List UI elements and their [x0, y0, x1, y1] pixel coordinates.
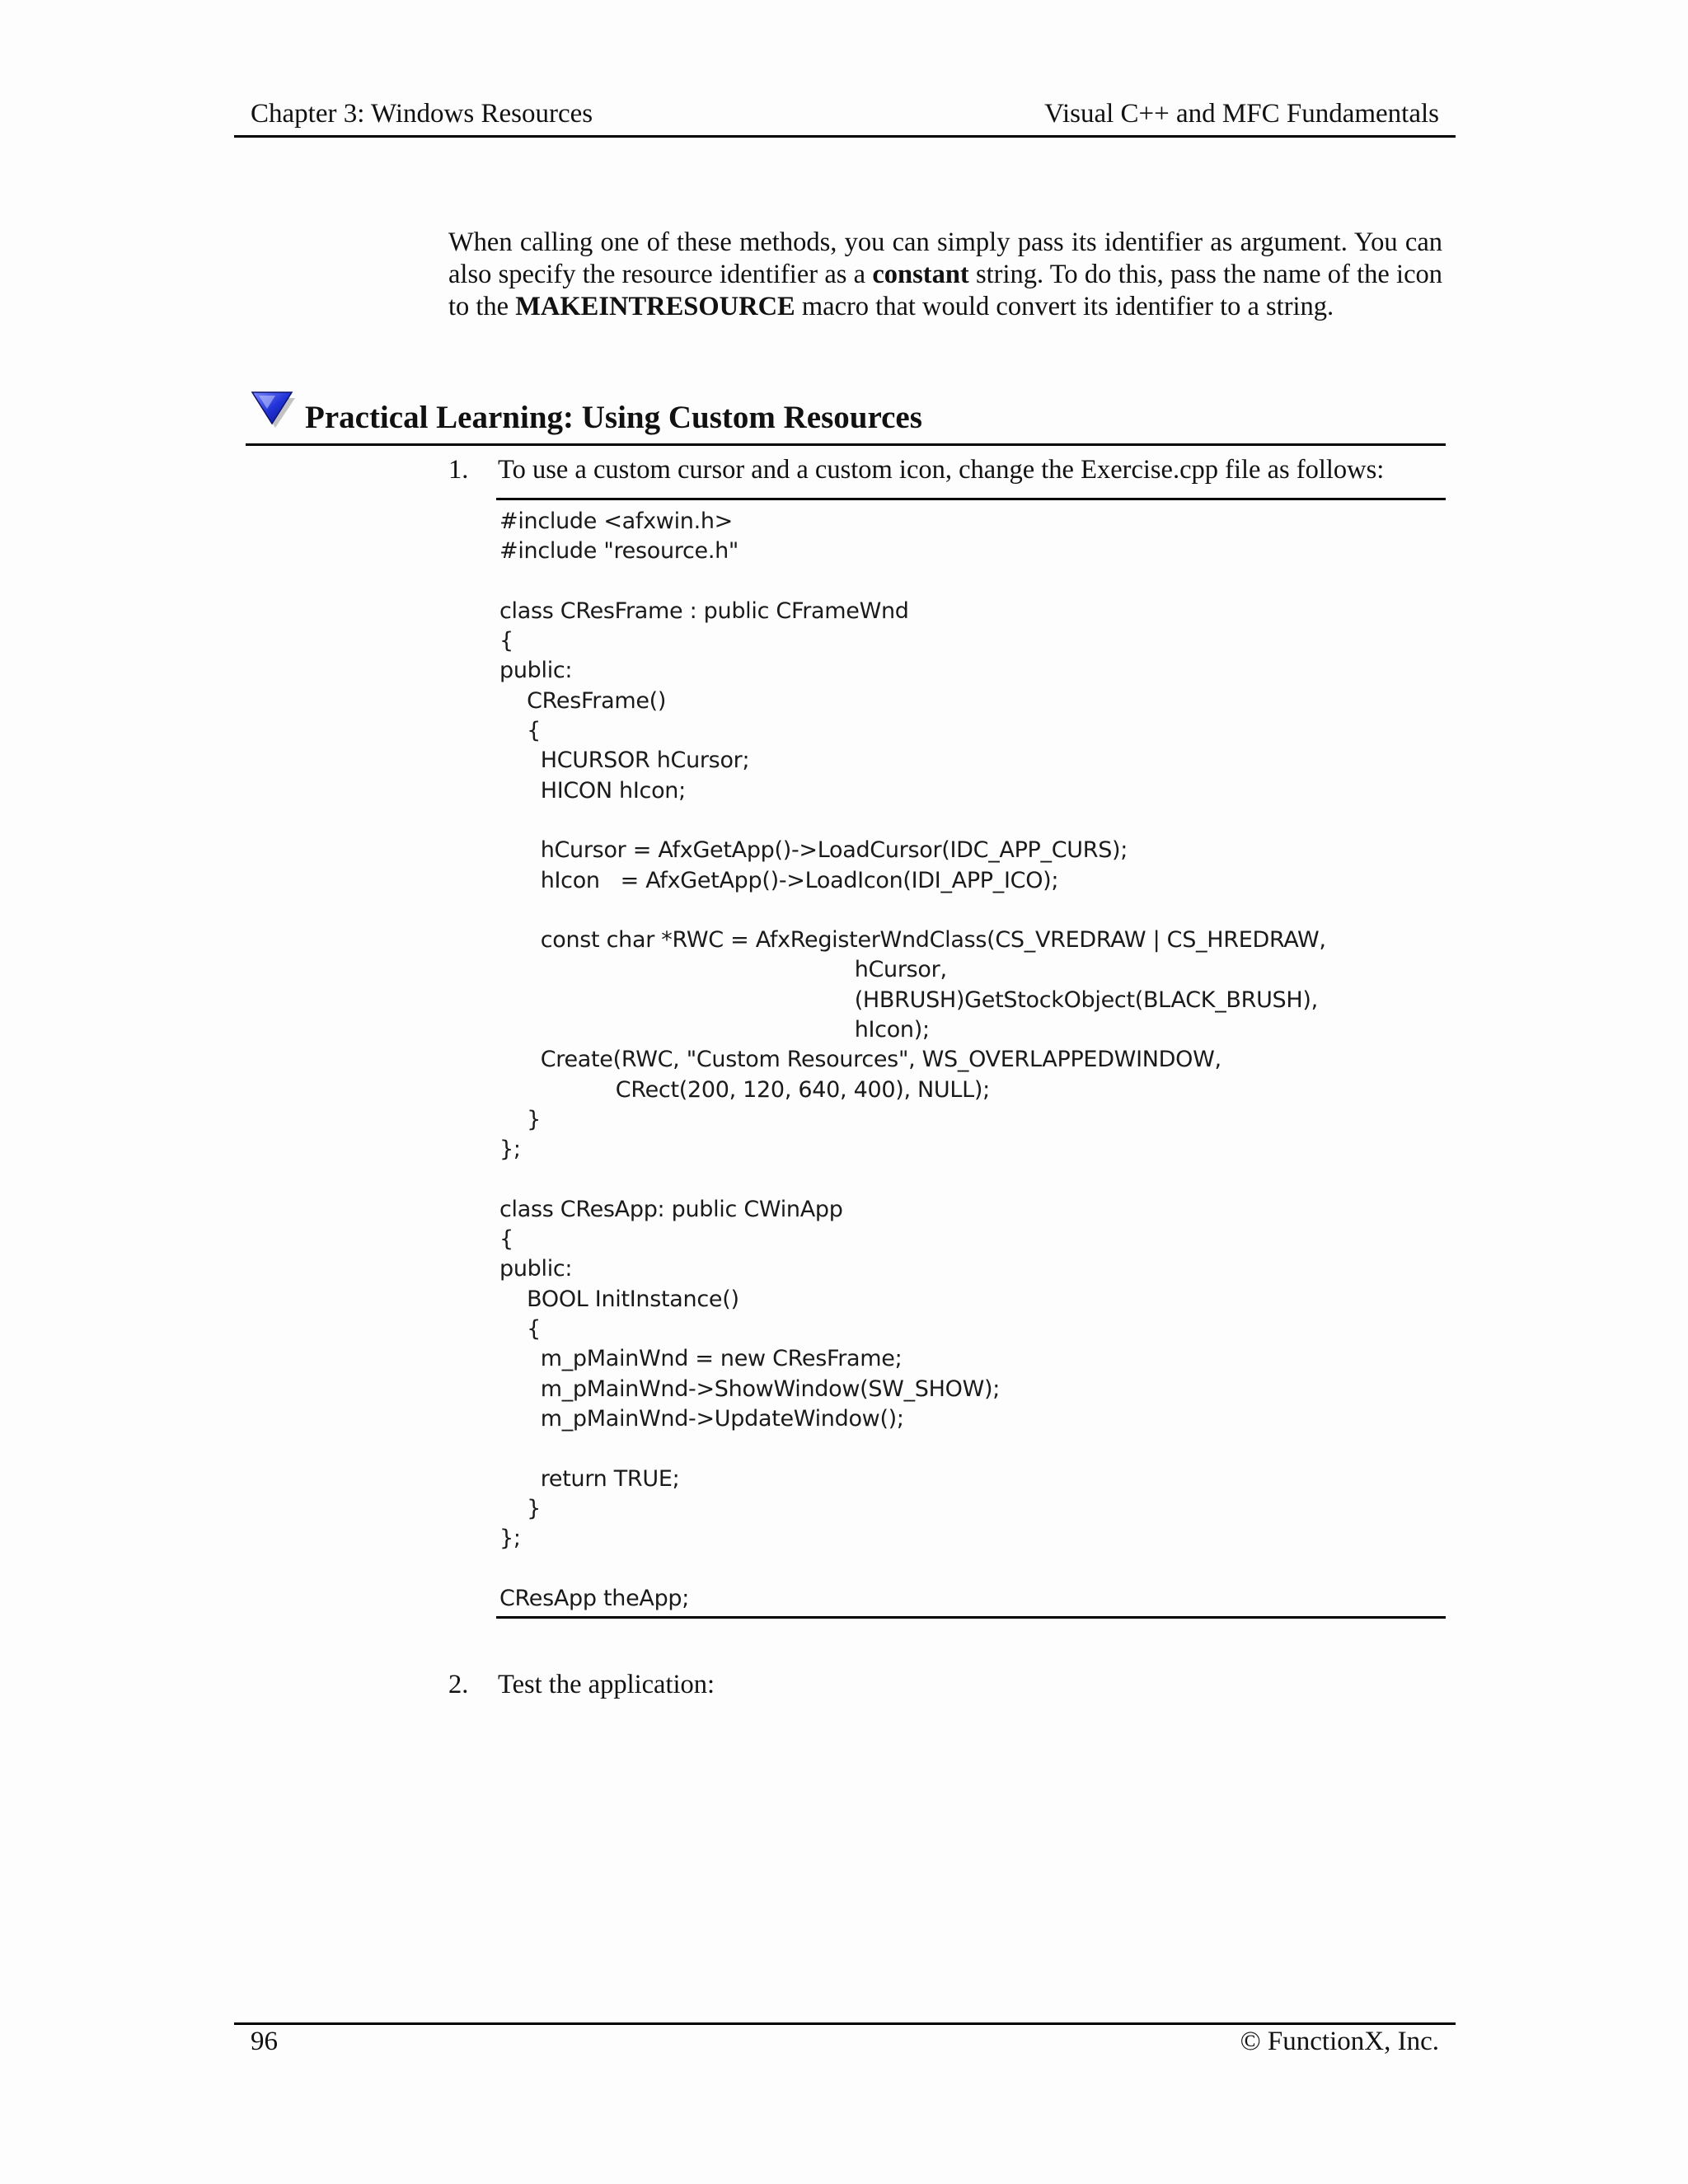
- step-text: To use a custom cursor and a custom icon, change the Exercise.cpp file as follows:: [498, 455, 1385, 485]
- blue-triangle-icon: [251, 387, 297, 429]
- step-text: Test the application:: [498, 1670, 715, 1699]
- intro-paragraph: [448, 227, 1442, 323]
- step-number: 2.: [448, 1670, 469, 1699]
- intro-text-1: When calling one of these methods, you can simply pass its identifier as argument. You can also specify the resource identifier as a: [448, 227, 1442, 289]
- intro-text-2: string. To do this, pass the name of the icon to the: [448, 259, 1442, 321]
- section-title: Practical Learning: Using Custom Resources: [305, 400, 922, 435]
- chapter-title: Chapter 3: Windows Resources: [251, 99, 593, 129]
- intro-bold-constant: constant: [872, 259, 969, 289]
- page-number: 96: [251, 2027, 278, 2056]
- page-header: [234, 97, 1456, 138]
- copyright: © FunctionX, Inc.: [1240, 2027, 1439, 2056]
- section-heading: [246, 387, 1446, 446]
- code-text: #include <afxwin.h> #include "resource.h" class CResFrame : public CFrameWnd { public: CResFrame() { HCURSOR hCursor; HICON hIcon; hCursor = AfxGetApp()->LoadCursor(IDC_APP_CURS); hIcon = AfxGetApp()->LoadIcon(IDI_APP_ICO); const char *RWC = AfxRegisterWndClass(CS_VREDRAW | CS_HREDRAW, hCursor, (HBRUSH)GetStockObject(BLACK_BRUSH), hIcon); Create(RWC, "Custom Resources", WS_OVERLAPPEDWINDOW, CRect(200, 120, 640, 400), NULL); } }; class CResApp: public CWinApp { public: BOOL InitInstance() { m_pMainWnd = new CResFrame; m_pMainWnd->ShowWindow(SW_SHOW); m_pMainWnd->UpdateWindow(); return TRUE; } }; CResApp theApp;: [499, 509, 1326, 1611]
- step-number: 1.: [448, 455, 469, 485]
- intro-text-3: macro that would convert its identifier to a string.: [795, 291, 1334, 321]
- page-footer: [234, 2022, 1456, 2066]
- intro-bold-macro: MAKEINTRESOURCE: [515, 291, 795, 321]
- book-title: Visual C++ and MFC Fundamentals: [1044, 99, 1439, 129]
- code-listing: [496, 498, 1446, 1619]
